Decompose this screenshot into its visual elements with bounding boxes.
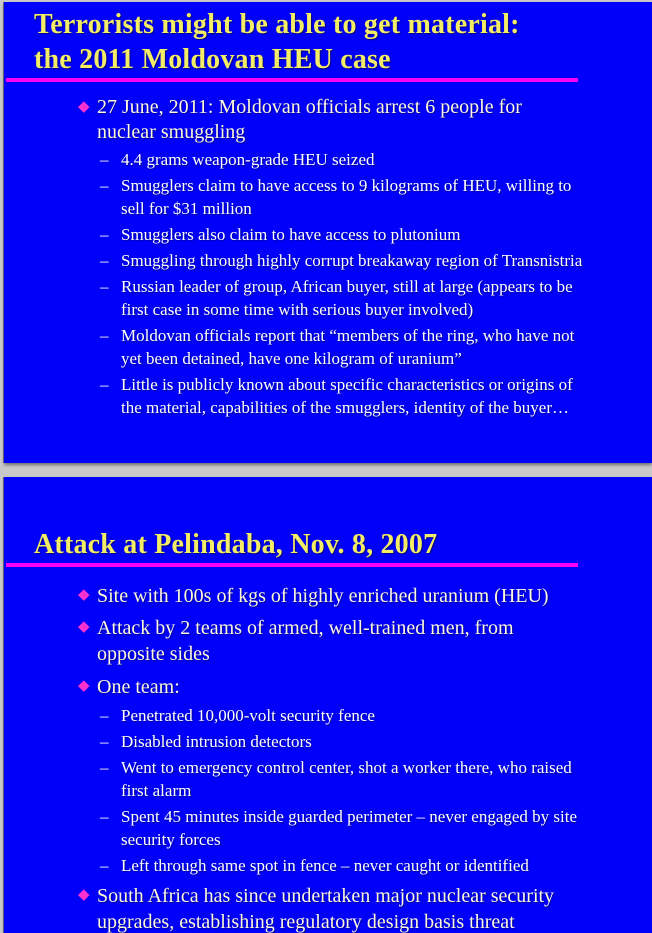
diamond-bullet-icon: ◆ [78, 619, 90, 635]
bullet-item [4, 883, 652, 933]
slide-1-body [4, 95, 652, 419]
bullet-item [4, 148, 652, 171]
bullet-item [4, 324, 652, 370]
bullet-text: Spent 45 minutes inside guarded perimeter – never engaged by site security forces [121, 807, 578, 849]
bullet-item [4, 756, 652, 802]
diamond-bullet-icon: ◆ [78, 678, 90, 694]
dash-bullet-icon: – [100, 706, 109, 725]
bullet-item [4, 373, 652, 419]
bullet-item [4, 95, 652, 145]
bullet-item [4, 730, 652, 753]
dash-bullet-icon: – [100, 176, 109, 195]
dash-bullet-icon: – [100, 277, 109, 296]
dash-bullet-icon: – [100, 326, 109, 345]
slide-2 [4, 477, 652, 933]
bullet-item [4, 223, 652, 246]
bullet-text: Little is publicly known about specific characteristics or origins of the material, capabilities of the smugglers, identity of the buyer… [121, 375, 573, 417]
bullet-text: Attack by 2 teams of armed, well-trained men, from opposite sides [97, 617, 514, 665]
diamond-bullet-icon: ◆ [78, 587, 90, 603]
dash-bullet-icon: – [100, 251, 109, 270]
bullet-text: Disabled intrusion detectors [121, 732, 312, 751]
bullet-text: Moldovan officials report that “members of the ring, who have not yet been detained, have one kilogram of uranium” [121, 326, 575, 368]
bullet-text: One team: [97, 676, 180, 698]
dash-bullet-icon: – [100, 225, 109, 244]
bullet-item [4, 275, 652, 321]
slide-separator [0, 463, 652, 477]
bullet-text: South Africa has since undertaken major nuclear security upgrades, establishing regulatory design basis threat [97, 885, 555, 933]
dash-bullet-icon: – [100, 150, 109, 169]
bullet-item [4, 583, 652, 609]
bullet-text: Smuggling through highly corrupt breakaway region of Transnistria [121, 251, 583, 270]
bullet-text: Went to emergency control center, shot a worker there, who raised first alarm [121, 758, 572, 800]
slide-2-body [4, 583, 652, 933]
bullet-item [4, 854, 652, 877]
dash-bullet-icon: – [100, 375, 109, 394]
slide-2-title: Attack at Pelindaba, Nov. 8, 2007 [34, 529, 438, 560]
diamond-bullet-icon: ◆ [78, 99, 90, 115]
slide-1-title: Terrorists might be able to get material: the 2011 Moldovan HEU case [34, 9, 520, 75]
bullet-text: Smugglers claim to have access to 9 kilograms of HEU, willing to sell for $31 million [121, 176, 572, 218]
bullet-text: 27 June, 2011: Moldovan officials arrest 6 people for nuclear smuggling [97, 96, 522, 143]
bullet-item [4, 174, 652, 220]
dash-bullet-icon: – [100, 732, 109, 751]
bullet-text: Smugglers also claim to have access to plutonium [121, 225, 461, 244]
dash-bullet-icon: – [100, 807, 109, 826]
diamond-bullet-icon: ◆ [78, 887, 90, 903]
bullet-text: Penetrated 10,000-volt security fence [121, 706, 375, 725]
bullet-text: Site with 100s of kgs of highly enriched uranium (HEU) [97, 585, 549, 607]
title-underline [6, 78, 578, 82]
bullet-text: Left through same spot in fence – never caught or identified [121, 856, 529, 875]
title-underline [6, 563, 578, 567]
bullet-text: Russian leader of group, African buyer, still at large (appears to be first case in some time with serious buyer involved) [121, 277, 573, 319]
bullet-text: 4.4 grams weapon-grade HEU seized [121, 150, 375, 169]
bullet-item [4, 704, 652, 727]
bullet-item [4, 805, 652, 851]
dash-bullet-icon: – [100, 758, 109, 777]
bullet-item [4, 249, 652, 272]
slide-1 [4, 2, 652, 463]
dash-bullet-icon: – [100, 856, 109, 875]
bullet-item [4, 674, 652, 700]
bullet-item [4, 615, 652, 667]
